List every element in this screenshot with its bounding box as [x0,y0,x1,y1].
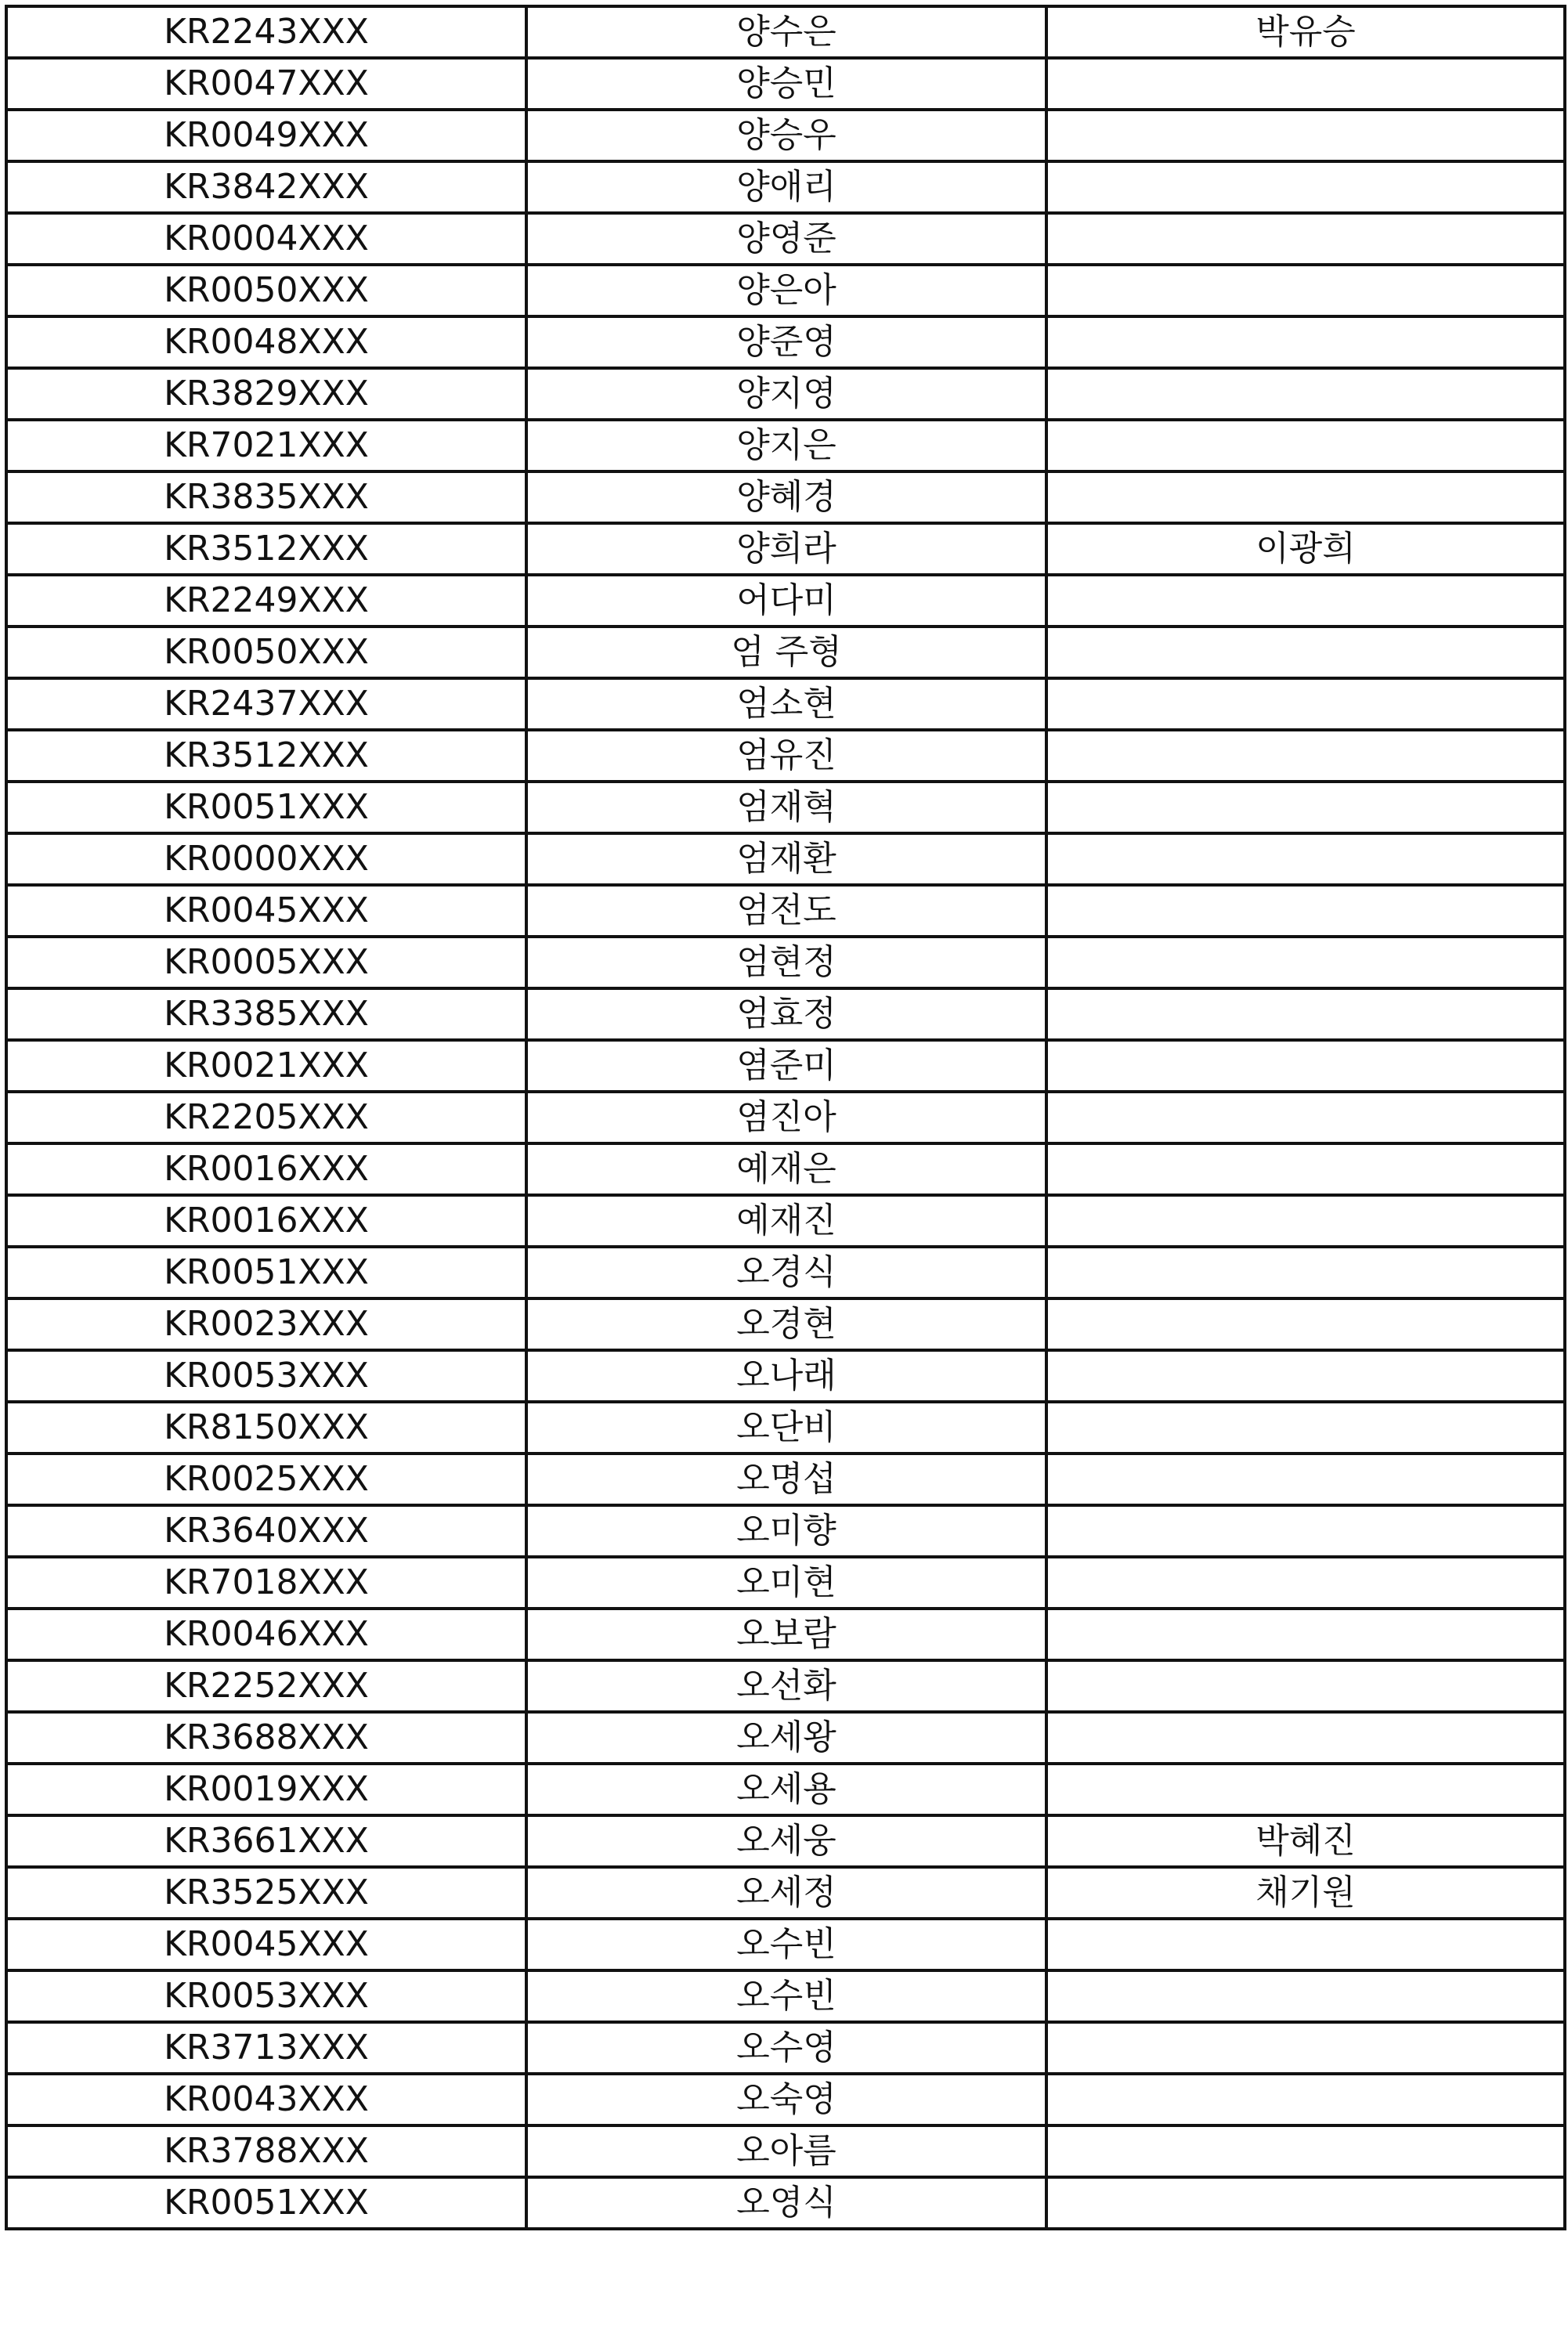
id-cell: KR3512XXX [6,523,526,575]
name-cell: 양수은 [526,6,1046,58]
id-cell: KR2437XXX [6,678,526,730]
table-row [6,1298,1565,1350]
id-cell: KR0045XXX [6,1919,526,1970]
id-cell: KR0043XXX [6,2074,526,2125]
name-cell: 엄재환 [526,833,1046,885]
id-cell: KR0016XXX [6,1143,526,1195]
name-cell: 오세정 [526,1867,1046,1919]
note-cell [1046,627,1565,678]
name-cell: 오경식 [526,1247,1046,1298]
name-cell: 엄전도 [526,885,1046,937]
id-cell: KR0053XXX [6,1350,526,1402]
table-row [6,420,1565,471]
note-cell [1046,213,1565,265]
note-cell [1046,316,1565,368]
table-row [6,1557,1565,1609]
name-cell: 오수빈 [526,1919,1046,1970]
table-row [6,1919,1565,1970]
note-cell [1046,265,1565,316]
table-row [6,1247,1565,1298]
table-row [6,1712,1565,1764]
note-cell [1046,2125,1565,2177]
note-cell [1046,1712,1565,1764]
id-cell: KR3829XXX [6,368,526,420]
table-row [6,1454,1565,1505]
name-cell: 오미향 [526,1505,1046,1557]
note-cell [1046,833,1565,885]
id-cell: KR2205XXX [6,1092,526,1143]
note-cell [1046,1040,1565,1092]
name-cell: 오단비 [526,1402,1046,1454]
name-cell: 어다미 [526,575,1046,627]
table-row [6,1350,1565,1402]
id-cell: KR8150XXX [6,1402,526,1454]
table-row [6,368,1565,420]
note-cell: 박유승 [1046,6,1565,58]
table-row [6,678,1565,730]
name-cell: 염준미 [526,1040,1046,1092]
table-row [6,1402,1565,1454]
note-cell [1046,2074,1565,2125]
id-cell: KR2252XXX [6,1660,526,1712]
id-cell: KR7018XXX [6,1557,526,1609]
name-cell: 양애리 [526,161,1046,213]
id-cell: KR3640XXX [6,1505,526,1557]
note-cell [1046,161,1565,213]
roster-table-body [6,6,1565,2229]
note-cell [1046,1557,1565,1609]
note-cell [1046,988,1565,1040]
table-row [6,1040,1565,1092]
id-cell: KR0005XXX [6,937,526,988]
table-row [6,265,1565,316]
note-cell [1046,110,1565,161]
name-cell: 오세용 [526,1764,1046,1815]
id-cell: KR0004XXX [6,213,526,265]
table-row [6,2074,1565,2125]
table-row [6,1867,1565,1919]
name-cell: 엄소현 [526,678,1046,730]
name-cell: 엄재혁 [526,782,1046,833]
note-cell: 채기원 [1046,1867,1565,1919]
id-cell: KR0048XXX [6,316,526,368]
table-row [6,2125,1565,2177]
id-cell: KR3661XXX [6,1815,526,1867]
note-cell [1046,730,1565,782]
table-row [6,1764,1565,1815]
note-cell [1046,420,1565,471]
id-cell: KR0051XXX [6,1247,526,1298]
name-cell: 오수빈 [526,1970,1046,2022]
id-cell: KR0051XXX [6,2177,526,2229]
note-cell [1046,1298,1565,1350]
name-cell: 엄 주형 [526,627,1046,678]
name-cell: 양지영 [526,368,1046,420]
name-cell: 오보람 [526,1609,1046,1660]
note-cell [1046,1092,1565,1143]
table-row [6,1970,1565,2022]
note-cell [1046,2022,1565,2074]
name-cell: 양지은 [526,420,1046,471]
note-cell [1046,1660,1565,1712]
id-cell: KR0025XXX [6,1454,526,1505]
name-cell: 엄효정 [526,988,1046,1040]
table-row [6,988,1565,1040]
name-cell: 양혜경 [526,471,1046,523]
note-cell [1046,1609,1565,1660]
note-cell [1046,368,1565,420]
table-row [6,627,1565,678]
note-cell [1046,471,1565,523]
table-row [6,6,1565,58]
table-row [6,1143,1565,1195]
id-cell: KR3688XXX [6,1712,526,1764]
name-cell: 양은아 [526,265,1046,316]
name-cell: 양희라 [526,523,1046,575]
table-row [6,2177,1565,2229]
name-cell: 엄현정 [526,937,1046,988]
id-cell: KR3842XXX [6,161,526,213]
note-cell [1046,1454,1565,1505]
note-cell [1046,1247,1565,1298]
name-cell: 양승우 [526,110,1046,161]
table-row [6,316,1565,368]
id-cell: KR3385XXX [6,988,526,1040]
name-cell: 오세웅 [526,1815,1046,1867]
id-cell: KR0050XXX [6,627,526,678]
note-cell [1046,1143,1565,1195]
id-cell: KR2249XXX [6,575,526,627]
note-cell [1046,1505,1565,1557]
name-cell: 오경현 [526,1298,1046,1350]
table-row [6,58,1565,110]
id-cell: KR3788XXX [6,2125,526,2177]
id-cell: KR0045XXX [6,885,526,937]
name-cell: 오명섭 [526,1454,1046,1505]
name-cell: 오영식 [526,2177,1046,2229]
name-cell: 양승민 [526,58,1046,110]
note-cell [1046,678,1565,730]
note-cell [1046,2177,1565,2229]
id-cell: KR0000XXX [6,833,526,885]
id-cell: KR7021XXX [6,420,526,471]
table-row [6,471,1565,523]
id-cell: KR0023XXX [6,1298,526,1350]
id-cell: KR0053XXX [6,1970,526,2022]
id-cell: KR0051XXX [6,782,526,833]
id-cell: KR0050XXX [6,265,526,316]
table-row [6,782,1565,833]
table-row [6,575,1565,627]
name-cell: 오세왕 [526,1712,1046,1764]
note-cell [1046,58,1565,110]
note-cell [1046,1764,1565,1815]
table-row [6,1092,1565,1143]
note-cell [1046,575,1565,627]
id-cell: KR0021XXX [6,1040,526,1092]
name-cell: 예재진 [526,1195,1046,1247]
note-cell [1046,1195,1565,1247]
table-row [6,885,1565,937]
table-row [6,937,1565,988]
name-cell: 오아름 [526,2125,1046,2177]
name-cell: 양준영 [526,316,1046,368]
name-cell: 오미현 [526,1557,1046,1609]
table-row [6,1505,1565,1557]
id-cell: KR3512XXX [6,730,526,782]
id-cell: KR0047XXX [6,58,526,110]
note-cell [1046,885,1565,937]
table-row [6,110,1565,161]
roster-table [5,5,1566,2230]
table-row [6,161,1565,213]
id-cell: KR3525XXX [6,1867,526,1919]
note-cell [1046,1919,1565,1970]
id-cell: KR0019XXX [6,1764,526,1815]
note-cell [1046,1402,1565,1454]
id-cell: KR3835XXX [6,471,526,523]
name-cell: 오수영 [526,2022,1046,2074]
table-row [6,523,1565,575]
name-cell: 오나래 [526,1350,1046,1402]
table-row [6,730,1565,782]
id-cell: KR2243XXX [6,6,526,58]
name-cell: 예재은 [526,1143,1046,1195]
note-cell [1046,937,1565,988]
note-cell: 이광희 [1046,523,1565,575]
note-cell [1046,782,1565,833]
name-cell: 오선화 [526,1660,1046,1712]
id-cell: KR0016XXX [6,1195,526,1247]
id-cell: KR0049XXX [6,110,526,161]
table-row [6,1660,1565,1712]
table-row [6,2022,1565,2074]
name-cell: 오숙영 [526,2074,1046,2125]
name-cell: 엄유진 [526,730,1046,782]
note-cell [1046,1350,1565,1402]
name-cell: 염진아 [526,1092,1046,1143]
table-row [6,1195,1565,1247]
table-row [6,213,1565,265]
table-row [6,833,1565,885]
id-cell: KR3713XXX [6,2022,526,2074]
table-row [6,1815,1565,1867]
note-cell [1046,1970,1565,2022]
note-cell: 박혜진 [1046,1815,1565,1867]
name-cell: 양영준 [526,213,1046,265]
id-cell: KR0046XXX [6,1609,526,1660]
table-row [6,1609,1565,1660]
roster-sheet [5,5,1563,2230]
